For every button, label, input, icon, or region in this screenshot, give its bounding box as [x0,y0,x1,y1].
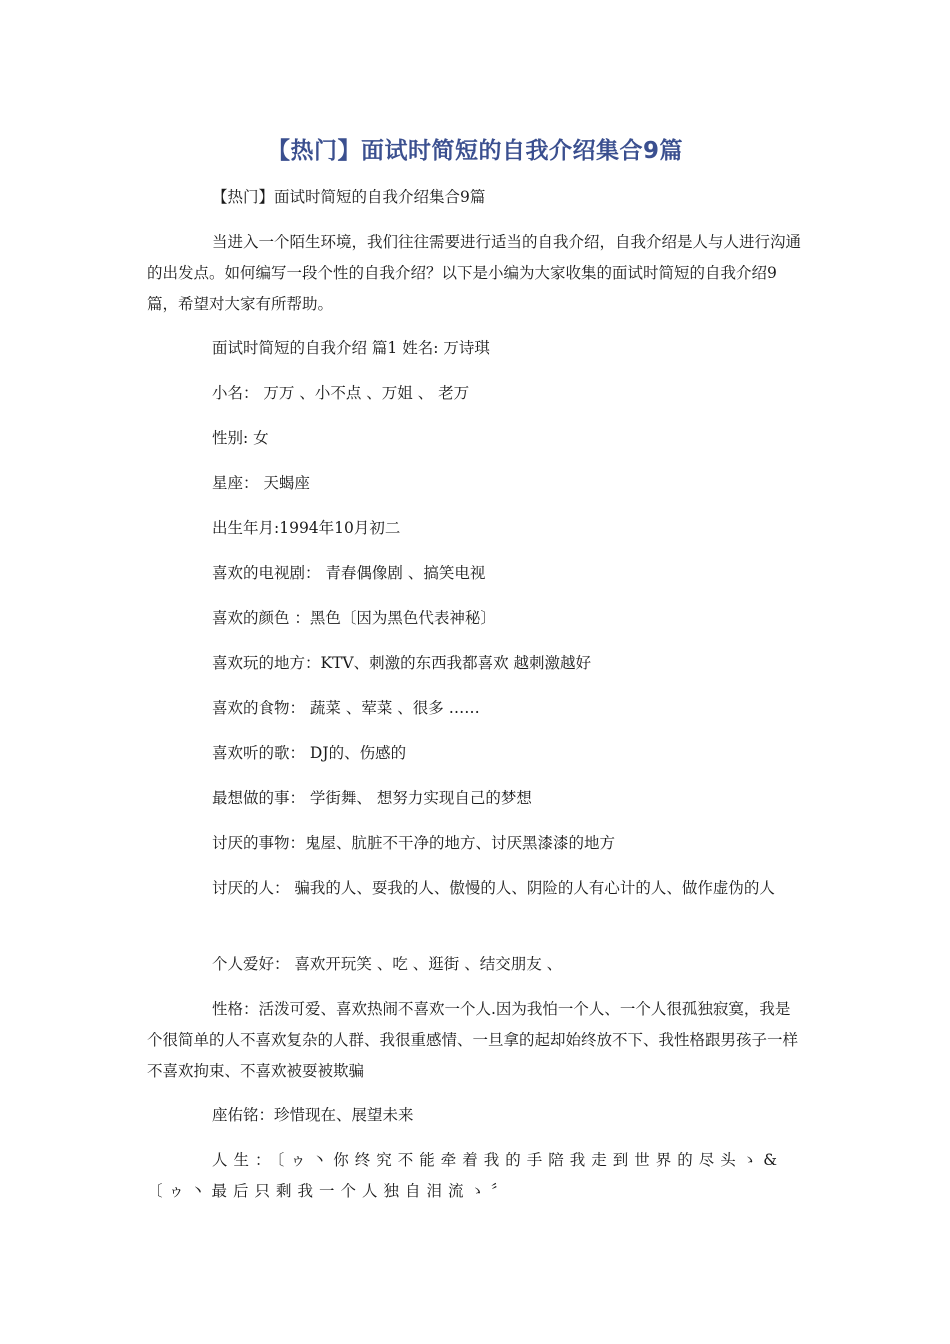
zodiac-paragraph: 星座： 天蝎座 [212,474,310,492]
hobbies-paragraph: 个人爱好： 喜欢开玩笑 、吃 、逛街 、结交朋友 、 [212,955,563,973]
personality-paragraph: 性格：活泼可爱、喜欢热闹不喜欢一个人.因为我怕一个人、一个人很孤独寂寞，我是个很简单的人不喜欢复杂的人群、我很重感情、一旦拿的起却始终放不下、我性格跟男孩子一样不喜欢拘束、不喜欢被耍被欺骗 [147,1000,799,1080]
subtitle-paragraph: 【热门】面试时简短的自我介绍集合9篇 [212,188,486,206]
places-paragraph: 喜欢玩的地方：KTV、刺激的东西我都喜欢 越刺激越好 [212,654,592,672]
songs-paragraph: 喜欢听的歌： DJ的、伤感的 [212,744,407,762]
disliked-people-paragraph: 讨厌的人： 骗我的人、耍我的人、傲慢的人、阴险的人有心计的人、做作虚伪的人 [212,879,775,897]
wish-paragraph: 最想做的事： 学街舞、 想努力实现自己的梦想 [212,789,532,807]
intro-paragraph: 当进入一个陌生环境，我们往往需要进行适当的自我介绍，自我介绍是人与人进行沟通的出发点。如何编写一段个性的自我介绍？以下是小编为大家收集的面试时简短的自我介绍9篇，希望对大家有所帮助。 [147,233,802,313]
section-heading-paragraph: 面试时简短的自我介绍 篇1 姓名: 万诗琪 [212,339,490,357]
dislikes-paragraph: 讨厌的事物：鬼屋、肮脏不干净的地方、讨厌黑漆漆的地方 [212,834,616,852]
food-paragraph: 喜欢的食物： 蔬菜 、荤菜 、很多 …… [212,699,480,717]
gender-paragraph: 性别: 女 [212,429,269,447]
nickname-paragraph: 小名： 万万 、小不点 、万姐 、 老万 [212,384,470,402]
life-paragraph: 人生：〔ゥ丶你终究不能牵着我的手陪我走到世界的尽头ゝ&〔ゥ丶最后只剩我一个人独自泪流ゝ〞 [147,1151,784,1200]
color-paragraph: 喜欢的颜色 ：黑色〔因为黑色代表神秘〕 [212,609,496,627]
document-title: 【热门】面试时简短的自我介绍集合9篇 [266,138,683,164]
tv-shows-paragraph: 喜欢的电视剧： 青春偶像剧 、搞笑电视 [212,564,486,582]
birthdate-paragraph: 出生年月:1994年10月初二 [212,519,401,537]
motto-paragraph: 座佑铭：珍惜现在、展望未来 [212,1106,414,1124]
